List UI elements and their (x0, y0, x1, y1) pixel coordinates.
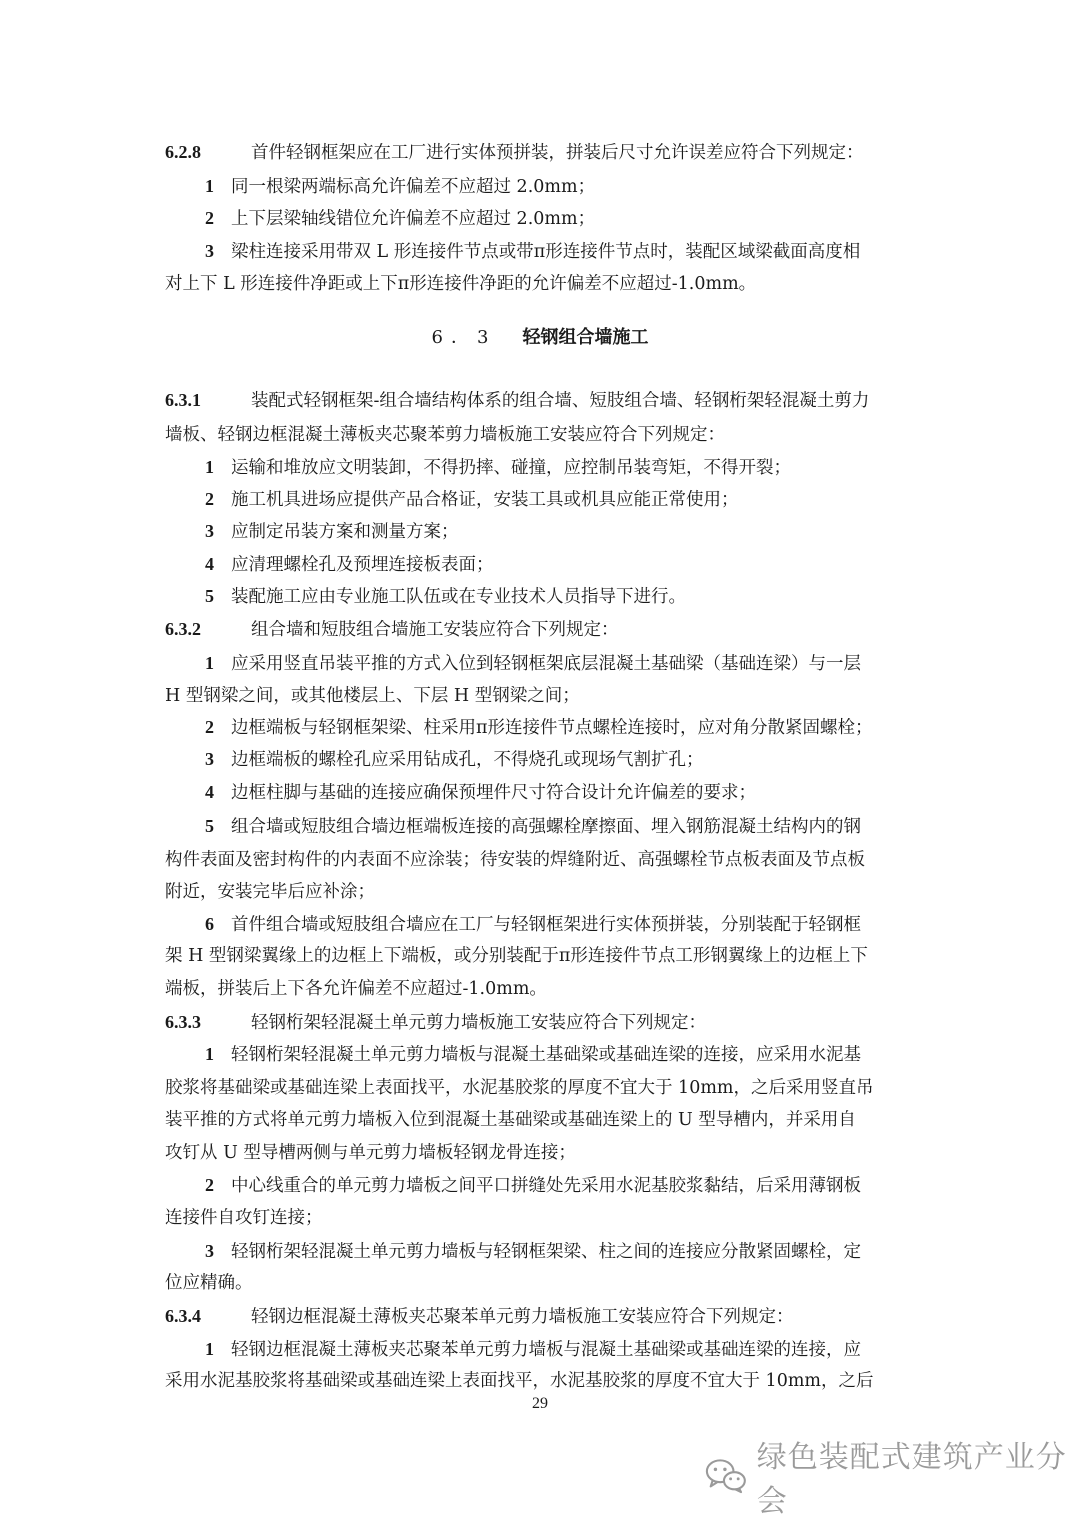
item-number: 5 (205, 586, 214, 606)
item-number: 1 (205, 457, 214, 477)
item-number: 3 (205, 521, 214, 541)
list-item (165, 810, 925, 843)
item-text: 首件组合墙或短肢组合墙应在工厂与轻钢框架进行实体预拼装，分别装配于轻钢框 (231, 915, 861, 935)
item-continuation: 对上下 L 形连接件净距或上下π形连接件净距的允许偏差不应超过-1.0mm。 (165, 274, 757, 294)
item-text: 应制定吊装方案和测量方案； (231, 522, 459, 542)
list-item (165, 1169, 925, 1202)
list-item (165, 711, 925, 744)
item-number: 3 (205, 749, 214, 769)
item-text: 组合墙或短肢组合墙边框端板连接的高强螺栓摩擦面、埋入钢筋混凝土结构内的钢 (231, 817, 861, 837)
watermark-text: 绿色装配式建筑产业分会 (756, 1440, 1067, 1519)
item-continuation: 附近，安装完毕后应补涂； (165, 882, 375, 902)
item-text: 应采用竖直吊装平推的方式入位到轻钢框架底层混凝土基础梁（基础连梁）与一层 (231, 654, 861, 674)
item-text: 上下层梁轴线错位允许偏差不应超过 2.0mm； (231, 209, 596, 229)
item-number: 2 (205, 1175, 214, 1195)
item-text: 同一根梁两端标高允许偏差不应超过 2.0mm； (231, 177, 596, 197)
list-item (165, 580, 925, 613)
item-number: 1 (205, 1044, 214, 1064)
item-text: 轻钢桁架轻混凝土单元剪力墙板与轻钢框架梁、柱之间的连接应分散紧固螺栓，定 (231, 1242, 861, 1262)
clause-text: 首件轻钢框架应在工厂进行实体预拼装，拼装后尺寸允许误差应符合下列规定： (251, 143, 864, 163)
list-item (165, 548, 925, 581)
item-continuation: 构件表面及密封构件的内表面不应涂装；待安装的焊缝附近、高强螺栓节点板表面及节点板 (165, 850, 865, 870)
list-item (165, 1038, 925, 1071)
item-number: 6 (205, 914, 214, 934)
item-text: 边框柱脚与基础的连接应确保预埋件尺寸符合设计允许偏差的要求； (231, 783, 756, 803)
item-continuation: 端板，拼装后上下各允许偏差不应超过-1.0mm。 (165, 979, 547, 999)
list-item (165, 235, 925, 268)
item-continuation: H 型钢梁之间，或其他楼层上、下层 H 型钢梁之间； (165, 686, 580, 706)
clause-6-3-2 (165, 613, 925, 646)
item-number: 2 (205, 489, 214, 509)
item-number: 3 (205, 1241, 214, 1261)
item-text: 运输和堆放应文明装卸，不得扔摔、碰撞，应控制吊装弯矩，不得开裂； (231, 458, 791, 478)
item-number: 1 (205, 653, 214, 673)
item-text: 轻钢边框混凝土薄板夹芯聚苯单元剪力墙板与混凝土基础梁或基础连梁的连接，应 (231, 1340, 861, 1360)
item-text: 中心线重合的单元剪力墙板之间平口拼缝处先采用水泥基胶浆黏结，后采用薄钢板 (231, 1176, 861, 1196)
clause-6-3-3 (165, 1006, 925, 1039)
item-number: 2 (205, 208, 214, 228)
list-item (165, 647, 925, 680)
section-heading (0, 322, 1080, 354)
list-item (165, 743, 925, 776)
clause-continuation: 墙板、轻钢边框混凝土薄板夹芯聚苯剪力墙板施工安装应符合下列规定： (165, 425, 725, 445)
list-item (165, 776, 925, 809)
item-number: 5 (205, 816, 214, 836)
clause-text: 轻钢边框混凝土薄板夹芯聚苯单元剪力墙板施工安装应符合下列规定： (251, 1307, 794, 1327)
item-number: 3 (205, 241, 214, 261)
clause-6-2-8 (165, 136, 925, 169)
list-item (165, 1235, 925, 1268)
item-number: 1 (205, 1339, 214, 1359)
list-item (165, 908, 925, 941)
item-number: 4 (205, 554, 214, 574)
clause-6-3-1 (165, 384, 925, 417)
item-continuation: 攻钉从 U 型导槽两侧与单元剪力墙板轻钢龙骨连接； (165, 1143, 576, 1163)
list-item (165, 483, 925, 516)
clause-number: 6.3.2 (165, 619, 201, 639)
list-item (165, 451, 925, 484)
item-number: 1 (205, 176, 214, 196)
item-continuation: 胶浆将基础梁或基础连梁上表面找平，水泥基胶浆的厚度不宜大于 10mm，之后采用竖直吊 (165, 1078, 874, 1098)
item-text: 轻钢桁架轻混凝土单元剪力墙板与混凝土基础梁或基础连梁的连接，应采用水泥基 (231, 1045, 861, 1065)
item-continuation: 位应精确。 (165, 1273, 253, 1293)
wechat-icon (705, 1457, 747, 1495)
item-text: 施工机具进场应提供产品合格证，安装工具或机具应能正常使用； (231, 490, 739, 510)
list-item (165, 170, 925, 203)
clause-number: 6.3.1 (165, 390, 201, 410)
item-text: 梁柱连接采用带双 L 形连接件节点或带π形连接件节点时，装配区域梁截面高度相 (231, 242, 861, 262)
clause-number: 6.3.3 (165, 1012, 201, 1032)
clause-number: 6.3.4 (165, 1306, 201, 1326)
clause-text: 轻钢桁架轻混凝土单元剪力墙板施工安装应符合下列规定： (251, 1013, 706, 1033)
clause-number: 6.2.8 (165, 142, 201, 162)
list-item (165, 1333, 925, 1366)
clause-text: 组合墙和短肢组合墙施工安装应符合下列规定： (251, 620, 619, 640)
watermark (705, 1440, 1080, 1519)
item-continuation: 连接件自攻钉连接； (165, 1208, 323, 1228)
item-number: 4 (205, 782, 214, 802)
item-number: 2 (205, 717, 214, 737)
page-number: 29 (532, 1395, 548, 1412)
clause-text: 装配式轻钢框架-组合墙结构体系的组合墙、短肢组合墙、轻钢桁架轻混凝土剪力 (251, 391, 870, 411)
list-item (165, 202, 925, 235)
clause-6-3-4 (165, 1300, 925, 1333)
item-continuation: 架 H 型钢梁翼缘上的边框上下端板，或分别装配于π形连接件节点工形钢翼缘上的边框上下 (165, 946, 868, 966)
item-text: 边框端板的螺栓孔应采用钻成孔，不得烧孔或现场气割扩孔； (231, 750, 704, 770)
section-title: 轻钢组合墙施工 (522, 327, 649, 348)
item-text: 边框端板与轻钢框架梁、柱采用π形连接件节点螺栓连接时，应对角分散紧固螺栓； (231, 718, 873, 738)
section-number: 6．3 (431, 327, 497, 348)
item-text: 装配施工应由专业施工队伍或在专业技术人员指导下进行。 (231, 587, 686, 607)
item-continuation: 采用水泥基胶浆将基础梁或基础连梁上表面找平，水泥基胶浆的厚度不宜大于 10mm，之后 (165, 1371, 874, 1391)
item-text: 应清理螺栓孔及预埋连接板表面； (231, 555, 494, 575)
item-continuation: 装平推的方式将单元剪力墙板入位到混凝土基础梁或基础连梁上的 U 型导槽内，并采用自 (165, 1110, 856, 1130)
list-item (165, 515, 925, 548)
